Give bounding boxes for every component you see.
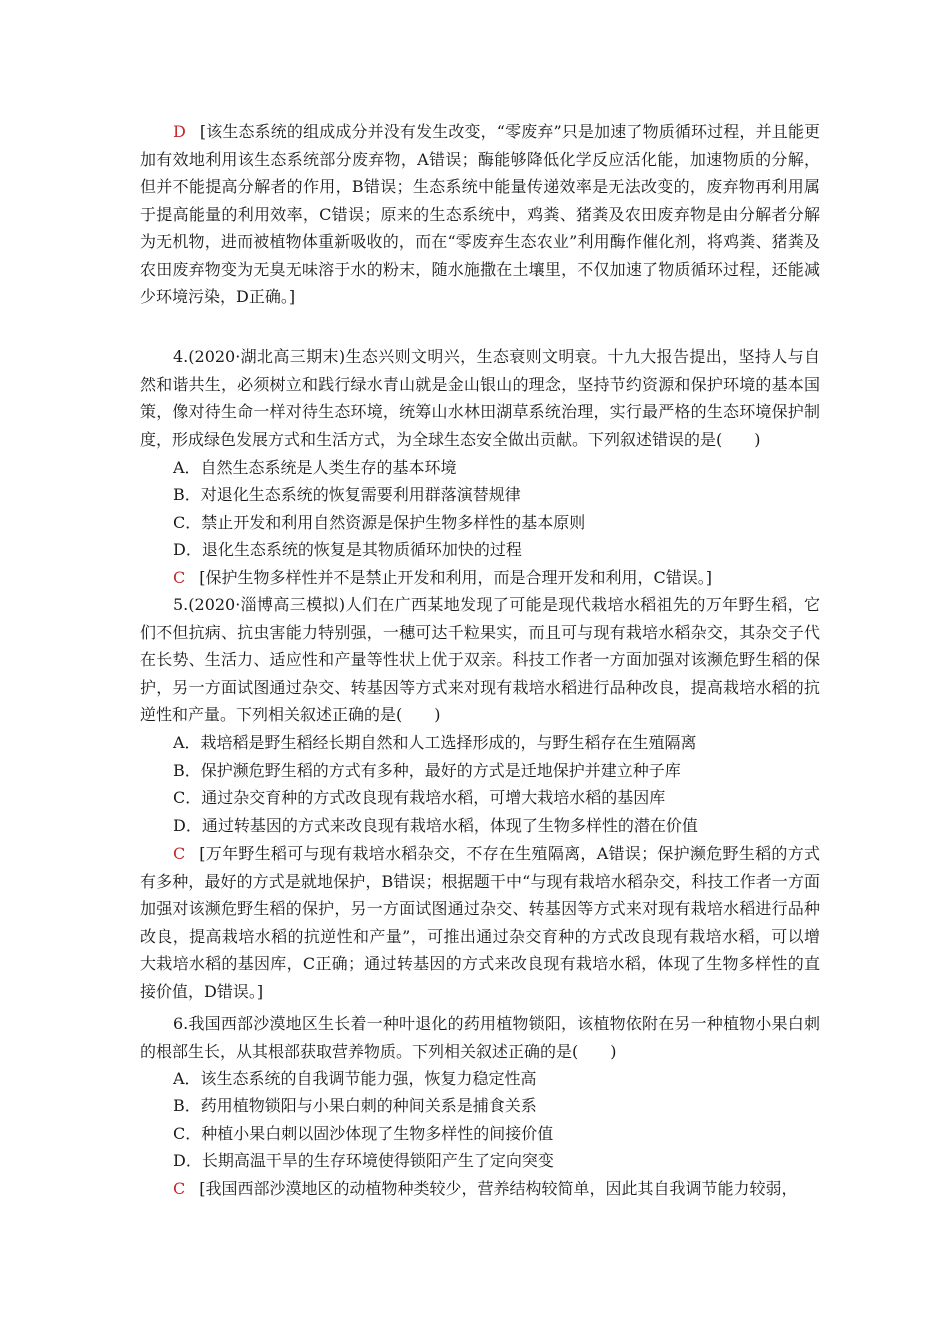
q6-stem: 6.我国西部沙漠地区生长着一种叶退化的药用植物锁阳，该植物依附在另一种植物小果白刺的根部生长，从其根部获取营养物质。下列相关叙述正确的是( ) (140, 1014, 820, 1061)
q5-stem: 5.(2020·淄博高三模拟)人们在广西某地发现了可能是现代栽培水稻祖先的万年野生稻，它们不但抗病、抗虫害能力特别强，一穗可达千粒果实，而且可与现有栽培水稻杂交，其杂交子代在长势、生活力、适应性和产量等性状上优于双亲。科技工作者一方面加强对该濒危野生稻的保护，另一方面试图通过杂交、转基因等方式来对现有栽培水稻进行品种改良，提高栽培水稻的抗逆性和产量。下列相关叙述正确的是( ) (140, 595, 820, 724)
q6-option-a: A．该生态系统的自我调节能力强，恢复力稳定性高 (173, 1069, 537, 1088)
answer-letter: C (173, 568, 186, 587)
q6-option-c: C．种植小果白刺以固沙体现了生物多样性的间接价值 (173, 1124, 554, 1143)
answer-explanation: [我国西部沙漠地区的动植物种类较少，营养结构较简单，因此其自我调节能力较弱， (199, 1179, 798, 1198)
q5-option-d: D．通过转基因的方式来改良现有栽培水稻，体现了生物多样性的潜在价值 (173, 816, 698, 835)
q4-option-c: C．禁止开发和利用自然资源是保护生物多样性的基本原则 (173, 513, 586, 532)
q5-option-b: B．保护濒危野生稻的方式有多种，最好的方式是迁地保护并建立种子库 (173, 761, 681, 780)
q3-answer (140, 118, 820, 311)
q6-option-d: D．长期高温干旱的生存环境使得锁阳产生了定向突变 (173, 1151, 554, 1170)
answer-letter: D (173, 122, 186, 141)
q4-option-d: D．退化生态系统的恢复是其物质循环加快的过程 (173, 540, 522, 559)
answer-explanation: [保护生物多样性并不是禁止开发和利用，而是合理开发和利用，C错误。] (199, 568, 712, 587)
answer-explanation: [万年野生稻可与现有栽培水稻杂交，不存在生殖隔离，A错误；保护濒危野生稻的方式有多种，最好的方式是就地保护，B错误；根据题干中“与现有栽培水稻杂交，科技工作者一方面加强对该濒危野生稻的保护，另一方面试图通过杂交、转基因等方式来对现有栽培水稻进行品种改良，提高栽培水稻的抗逆性和产量”，可推出通过杂交育种的方式改良现有栽培水稻，可以增大栽培水稻的基因库，C正确；通过转基因的方式来改良现有栽培水稻，体现了生物多样性的直接价值，D错误。] (140, 844, 820, 1001)
answer-explanation: [该生态系统的组成成分并没有发生改变，“零废弃”只是加速了物质循环过程，并且能更加有效地利用该生态系统部分废弃物，A错误；酶能够降低化学反应活化能，加速物质的分解，但并不能提高分解者的作用，B错误；生态系统中能量传递效率是无法改变的，废弃物再利用属于提高能量的利用效率，C错误；原来的生态系统中，鸡粪、猪粪及农田废弃物是由分解者分解为无机物，进而被植物体重新吸收的，而在“零废弃生态农业”利用酶作催化剂，将鸡粪、猪粪及农田废弃物变为无臭无味溶于水的粉末，随水施撒在土壤里，不仅加速了物质循环过程，还能减少环境污染，D正确。] (140, 122, 820, 306)
q4-option-b: B．对退化生态系统的恢复需要利用群落演替规律 (173, 485, 521, 504)
q6-option-b: B．药用植物锁阳与小果白刺的种间关系是捕食关系 (173, 1096, 537, 1115)
q5-answer (140, 840, 820, 1005)
answer-letter: C (173, 844, 186, 863)
answer-letter: C (173, 1179, 186, 1198)
q4-answer (173, 564, 823, 592)
q5-option-c: C．通过杂交育种的方式改良现有栽培水稻，可增大栽培水稻的基因库 (173, 788, 666, 807)
q4-stem: 4.(2020·湖北高三期末)生态兴则文明兴，生态衰则文明衰。十九大报告提出，坚持人与自然和谐共生，必须树立和践行绿水青山就是金山银山的理念，坚持节约资源和保护环境的基本国策，像对待生命一样对待生态环境，统筹山水林田湖草系统治理，实行最严格的生态环境保护制度，形成绿色发展方式和生活方式，为全球生态安全做出贡献。下列叙述错误的是( ) (140, 347, 820, 449)
q6-answer (140, 1175, 820, 1203)
q5-option-a: A．栽培稻是野生稻经长期自然和人工选择形成的，与野生稻存在生殖隔离 (173, 733, 697, 752)
q4-option-a: A．自然生态系统是人类生存的基本环境 (173, 458, 457, 477)
